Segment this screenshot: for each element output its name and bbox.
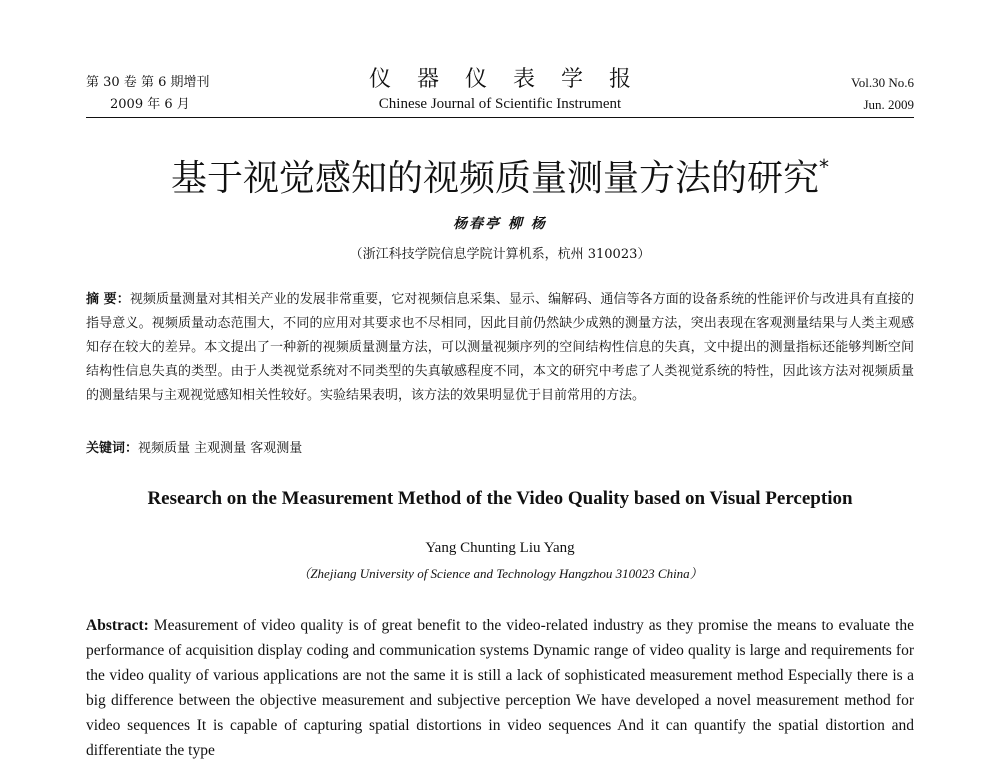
keywords-cn bbox=[86, 437, 914, 461]
paper-title-text: 基于视觉感知的视频质量测量方法的研究 bbox=[170, 158, 819, 199]
paper-title bbox=[0, 145, 1000, 201]
authors-en: Yang Chunting Liu Yang bbox=[425, 540, 575, 556]
header-rule bbox=[86, 117, 914, 118]
abstract-en-label: Abstract: bbox=[86, 617, 149, 634]
abstract-en bbox=[86, 613, 914, 763]
journal-name-cn: 仪器仪表学报 bbox=[368, 67, 657, 92]
volume-number-en: Vol.30 No.6 bbox=[851, 75, 914, 90]
journal-name-en: Chinese Journal of Scientific Instrument bbox=[378, 96, 622, 112]
keywords-cn-text: 视频质量 主观测量 客观测量 bbox=[138, 441, 303, 456]
abstract-en-text: Measurement of video quality is of great benefit to the video-related industry as they promise the means to evaluate the performance of acquisition display coding and communication systems Dynamic range of video quality is large and requirements for the video quality of various applications are not the same it is still a lack of sophisticated measurement method Especially there is a big difference between the objective measurement and subjective perception We have developed a novel measurement method for video sequences It is capable of capturing spatial distortions in video sequences And it can quantify the spatial distortion and differentiate the type bbox=[86, 617, 914, 759]
journal-volume-en bbox=[851, 72, 914, 116]
keywords-cn-label: 关键词： bbox=[86, 441, 139, 456]
paper-title-en: Research on the Measurement Method of the Video Quality based on Visual Perception bbox=[147, 488, 853, 509]
publication-date-cn: 2009 年 6 月 bbox=[110, 97, 190, 112]
volume-issue: 第 30 卷 第 6 期增刊 bbox=[86, 75, 210, 90]
affiliation-en: （Zhejiang University of Science and Technology Hangzhou 310023 China） bbox=[297, 566, 703, 581]
publication-date-en: Jun. 2009 bbox=[863, 97, 914, 112]
abstract-cn-label: 摘 要： bbox=[86, 292, 130, 307]
abstract-cn-text: 视频质量测量对其相关产业的发展非常重要，它对视频信息采集、显示、编解码、通信等各方面的设备系统的性能评价与改进具有直接的指导意义。视频质量动态范围大，不同的应用对其要求也不尽相同，因此目前仍然缺少成熟的测量方法，突出表现在客观测量结果与人类主观感知存在较大的差异。本文提出了一种新的视频质量测量方法，可以测量视频序列的空间结构性信息的失真，文中提出的测量指标还能够判断空间结构性信息失真的类型。由于人类视觉系统对不同类型的失真敏感程度不同，本文的研究中考虑了人类视觉系统的特性，因此该方法对视频质量的测量结果与主观视觉感知相关性较好。实验结果表明，该方法的效果明显优于目前常用的方法。 bbox=[86, 292, 914, 403]
affiliation: （浙江科技学院信息学院计算机系，杭州 310023） bbox=[349, 247, 651, 262]
title-footnote-mark: * bbox=[819, 155, 829, 179]
journal-name bbox=[0, 66, 1000, 114]
abstract-cn bbox=[86, 288, 914, 408]
authors: 杨春亭 柳 杨 bbox=[453, 216, 547, 232]
